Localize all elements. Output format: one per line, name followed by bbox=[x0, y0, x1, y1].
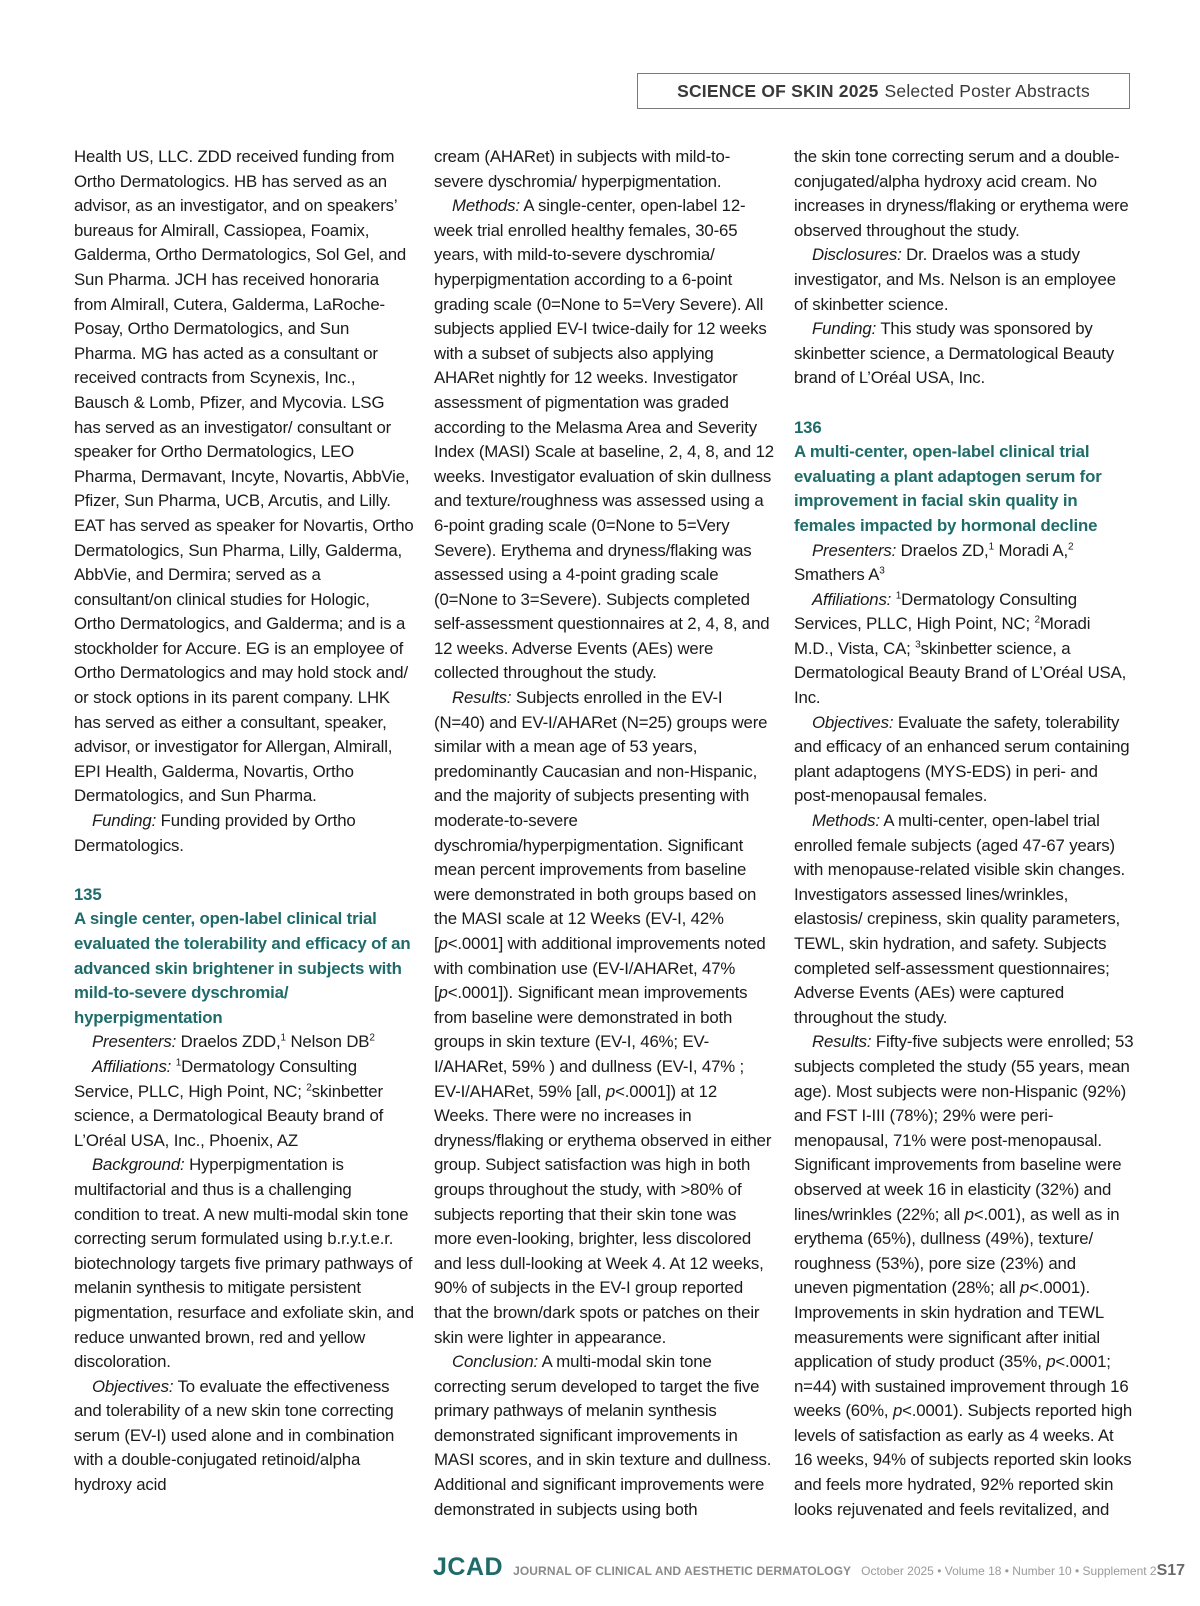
results-paragraph bbox=[794, 1030, 1134, 1522]
presenters-text: Draelos ZD, bbox=[896, 540, 989, 560]
presenters-paragraph bbox=[794, 539, 1134, 588]
issue-info: October 2025 • Volume 18 • Number 10 • Supplement 2 bbox=[861, 1564, 1157, 1578]
footnote-mark: 1 bbox=[280, 1032, 286, 1044]
objectives-paragraph bbox=[794, 711, 1134, 809]
presenters-text: Smathers A bbox=[794, 565, 880, 585]
objectives-text: Evaluate the safety, tolerability and efficacy of an enhanced serum containing plant adaptogens (MYS-EDS) in peri- and post-menopausal females. bbox=[794, 712, 1130, 806]
disclosures-paragraph bbox=[794, 243, 1134, 317]
p-value-symbol: p bbox=[964, 1204, 974, 1224]
footnote-mark: 1 bbox=[895, 590, 902, 602]
p-value-symbol: p bbox=[892, 1401, 903, 1421]
running-header bbox=[637, 73, 1130, 109]
affiliations-label: Affiliations: bbox=[92, 1056, 172, 1076]
results-text: <.0001] with additional improvements noted with combination use (EV-I/AHARet, 47% [ bbox=[434, 934, 766, 1003]
background-text: Hyperpigmentation is multifactorial and thus is a challenging condition to treat. A new multi-modal skin tone correcting serum formulated using b.r.y.t.e.r. biotechnology targets five primary pathways of melanin synthesis to mitigate persistent pigmentation, resurface and exfoliate skin, and reduce unwanted brown, red and yellow discoloration. bbox=[74, 1155, 414, 1372]
abstract-title: A multi-center, open-label clinical trial evaluating a plant adaptogen serum for improvement in facial skin quality in females impacted by hormonal decline bbox=[794, 442, 1102, 535]
p-value-symbol: p bbox=[438, 983, 448, 1003]
methods-text: A single-center, open-label 12-week trial enrolled healthy females, 30-65 years, with mild-to-severe dyschromia/ hyperpigmentation according to a 6-point grading scale (0=None to 5=Very Severe). All subjects applied EV-I twice-daily for 12 weeks with a subset of subjects also applying AHARet nightly for 12 weeks. Investigator assessment of pigmentation was graded according to the Melasma Area and Severity Index (MASI) Scale at baseline, 2, 4, 8, and 12 weeks. Investigator evaluation of skin dullness and texture/roughness was assessed using a 6-point grading scale (0=None to 5=Very Severe). Erythema and dryness/flaking was assessed using a 4-point grading scale (0=None to 3=Severe). Subjects completed self-assessment questionnaires at 2, 4, 8, and 12 weeks. Adverse Events (AEs) were collected throughout the study. bbox=[434, 196, 774, 683]
disclosures-label: Disclosures: bbox=[812, 245, 902, 265]
funding-text: This study was sponsored by skinbetter science, a Dermatological Beauty brand of L’Oréal USA, Inc. bbox=[794, 319, 1115, 388]
methods-text: A multi-center, open-label trial enrolled female subjects (aged 47-67 years) with menopause-related visible skin changes. Investigators assessed lines/wrinkles, elastosis/ crepiness, skin quality parameters, TEWL, skin hydration, and safety. Subjects completed self-assessment questionnaires; Adverse Events (AEs) were captured throughout the study. bbox=[794, 811, 1126, 1027]
column-1 bbox=[74, 145, 414, 1498]
results-paragraph bbox=[434, 686, 774, 1350]
continued-paragraph: cream (AHARet) in subjects with mild-to-severe dyschromia/ hyperpigmentation. bbox=[434, 147, 731, 191]
footnote-mark: 1 bbox=[988, 540, 994, 552]
objectives-label: Objectives: bbox=[92, 1376, 174, 1396]
footnote-mark: 3 bbox=[879, 565, 885, 577]
objectives-label: Objectives: bbox=[812, 712, 894, 732]
results-text: <.0001; n=44) with sustained improvement through 16 weeks (60%, bbox=[794, 1352, 1129, 1421]
column-2 bbox=[434, 145, 774, 1522]
results-text: <.0001). Improvements in skin hydration and TEWL measurements were significant after initial application of study product (35%, bbox=[794, 1278, 1104, 1372]
abstract-number: 136 bbox=[794, 417, 822, 437]
footnote-mark: 2 bbox=[369, 1032, 375, 1044]
results-text: Fifty-five subjects were enrolled; 53 subjects completed the study (55 years, mean age). Most subjects were non-Hispanic (92%) and FST I-III (78%); 29% were peri-menopausal, 71% were post-menopausal. Significant improvements from baseline were observed at week 16 in elasticity (32%) and lines/wrinkles (22%; all bbox=[794, 1032, 1134, 1224]
disclosures-text: Dr. Draelos was a study investigator, and Ms. Nelson is an employee of skinbetter science. bbox=[794, 245, 1116, 314]
page-number: S17 bbox=[1156, 1562, 1186, 1579]
results-text: Subjects enrolled in the EV-I (N=40) and EV-I/AHARet (N=25) groups were similar with a mean age of 53 years, predominantly Caucasian and non-Hispanic, and the majority of subjects presenting with moderate-to-severe dyschromia/hyperpigmentation. Significant mean percent improvements from baseline were demonstrated in both groups based on the MASI scale at 12 Weeks (EV-I, 42% [ bbox=[434, 688, 768, 953]
affiliations-text: Dermatology Consulting Service, PLLC, High Point, NC; bbox=[74, 1056, 357, 1101]
conclusion-label: Conclusion: bbox=[452, 1352, 539, 1372]
p-value-symbol: p bbox=[1046, 1352, 1056, 1372]
affiliations-text: skinbetter science, a Dermatological Beauty brand of L’Oréal USA, Inc., Phoenix, AZ bbox=[74, 1081, 384, 1150]
background-paragraph bbox=[74, 1153, 414, 1374]
p-value-symbol: p bbox=[605, 1081, 616, 1101]
results-label: Results: bbox=[452, 688, 512, 708]
header-title: SCIENCE OF SKIN 2025 bbox=[677, 80, 879, 101]
presenters-text: Nelson DB bbox=[285, 1032, 370, 1052]
funding-paragraph bbox=[74, 809, 414, 858]
objectives-text: To evaluate the effectiveness and tolerability of a new skin tone correcting serum (EV-I) used alone and in combination with a double-conjugated retinoid/alpha hydroxy acid bbox=[74, 1376, 395, 1495]
presenters-label: Presenters: bbox=[812, 540, 897, 560]
results-text: <.001), as well as in erythema (65%), dullness (49%), texture/ roughness (53%), pore size (23%) and uneven pigmentation (28%; all bbox=[794, 1204, 1120, 1298]
methods-label: Methods: bbox=[812, 811, 880, 831]
results-label: Results: bbox=[812, 1032, 872, 1052]
continued-paragraph: the skin tone correcting serum and a double-conjugated/alpha hydroxy acid cream. No increases in dryness/flaking or erythema were observed throughout the study. bbox=[794, 147, 1129, 240]
presenters-paragraph bbox=[74, 1030, 414, 1055]
affiliations-paragraph bbox=[74, 1055, 414, 1153]
journal-name: JOURNAL OF CLINICAL AND AESTHETIC DERMATOLOGY bbox=[513, 1564, 852, 1578]
funding-paragraph bbox=[794, 317, 1134, 391]
page-footer bbox=[433, 1553, 1186, 1583]
presenters-label: Presenters: bbox=[92, 1032, 177, 1052]
funding-label: Funding: bbox=[812, 319, 877, 339]
affiliations-text: skinbetter science, a Dermatological Beauty Brand of L’Oréal USA, Inc. bbox=[794, 638, 1127, 708]
footnote-mark: 2 bbox=[1034, 614, 1040, 626]
footnote-mark: 2 bbox=[306, 1081, 312, 1093]
abstract-title: A single center, open-label clinical trial evaluated the tolerability and efficacy of an advanced skin brightener in subjects with mild-to-severe dyschromia/ hyperpigmentation bbox=[74, 909, 411, 1027]
journal-logo: JCAD bbox=[433, 1553, 504, 1581]
results-text: <.0001]). Significant mean improvements from baseline were demonstrated in both groups in skin texture (EV-I, 46%; EV-I/AHARet, 59% ) and dullness (EV-I, 47% ; EV-I/AHARet, 59% [all, bbox=[434, 983, 748, 1101]
presenters-text: Draelos ZDD, bbox=[176, 1032, 281, 1052]
presenters-text: Moradi A, bbox=[993, 540, 1069, 560]
funding-text: Funding provided by Ortho Dermatologics. bbox=[74, 811, 356, 855]
results-text: <.0001). Subjects reported high levels of satisfaction as early as 4 weeks. At 16 weeks, 94% of subjects reported skin looks and feels more hydrated, 92% reported skin looks rejuvenated and feels revitalized, and bbox=[794, 1401, 1133, 1519]
conclusion-paragraph bbox=[434, 1350, 774, 1522]
affiliations-paragraph bbox=[794, 588, 1134, 711]
abstract-number: 135 bbox=[74, 884, 102, 904]
results-text: <.0001]) at 12 Weeks. There were no increases in dryness/flaking or erythema observed in either group. Subject satisfaction was high in both groups throughout the study, with >80% of subjects reporting that their skin tone was more even-looking, brighter, less discolored and less dull-looking at Week 4. At 12 weeks, 90% of subjects in the EV-I group reported that the brown/dark spots or patches on their skin were lighter in appearance. bbox=[434, 1081, 772, 1347]
affiliations-text: Dermatology Consulting Services, PLLC, High Point, NC; bbox=[794, 589, 1077, 634]
funding-label: Funding: bbox=[92, 811, 157, 831]
objectives-paragraph bbox=[74, 1375, 414, 1498]
p-value-symbol: p bbox=[1019, 1278, 1030, 1298]
column-3 bbox=[794, 145, 1134, 1522]
methods-paragraph bbox=[794, 809, 1134, 1030]
methods-label: Methods: bbox=[452, 196, 520, 216]
affiliations-label: Affiliations: bbox=[812, 589, 892, 609]
background-label: Background: bbox=[92, 1155, 185, 1175]
header-subtitle: Selected Poster Abstracts bbox=[884, 80, 1090, 101]
methods-paragraph bbox=[434, 194, 774, 686]
p-value-symbol: p bbox=[438, 934, 448, 953]
disclosures-continued: Health US, LLC. ZDD received funding from Ortho Dermatologics. HB has served as an advisor, as an investigator, and on speakers’ bureaus for Almirall, Cassiopea, Foamix, Galderma, Ortho Dermatologics, Sol Gel, and Sun Pharma. JCH has received honoraria from Almirall, Cutera, Galderma, LaRoche-Posay, Ortho Dermatologics, and Sun Pharma. MG has acted as a consultant or received contracts from Scynexis, Inc., Bausch & Lomb, Pfizer, and Mycovia. LSG has served as an investigator/ consultant or speaker for Ortho Dermatologics, LEO Pharma, Dermavant, Incyte, Novartis, AbbVie, Pfizer, Sun Pharma, UCB, Arcutis, and Lilly. EAT has served as speaker for Novartis, Ortho Dermatologics, Sun Pharma, Lilly, Galderma, AbbVie, and Dermira; served as a consultant/on clinical studies for Hologic, Ortho Dermatologics, and Galderma; and is a stockholder for Accure. EG is an employee of Ortho Dermatologics and may hold stock and/ or stock options in its parent company. LHK has served as either a consultant, speaker, advisor, or investigator for Allergan, Almirall, EPI Health, Galderma, Novartis, Ortho Dermatologics, and Sun Pharma. bbox=[74, 147, 414, 806]
affiliations-text: Moradi M.D., Vista, CA; bbox=[794, 614, 1091, 658]
footnote-mark: 2 bbox=[1068, 540, 1074, 552]
footnote-mark: 3 bbox=[915, 639, 921, 651]
footnote-mark: 1 bbox=[175, 1057, 182, 1069]
conclusion-text: A multi-modal skin tone correcting serum developed to target the five primary pathways of melanin synthesis demonstrated significant improvements in MASI scores, and in skin texture and dullness. Additional and significant improvements were demonstrated in subjects using both bbox=[434, 1352, 772, 1519]
